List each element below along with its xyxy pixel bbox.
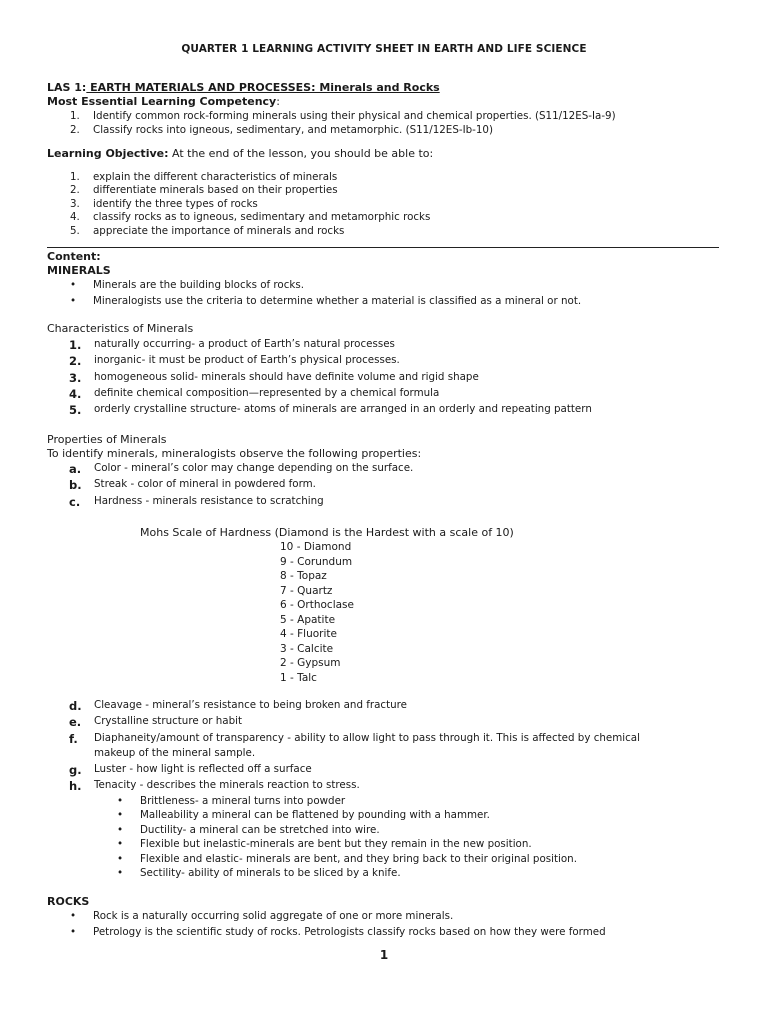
item-number: 5. — [69, 403, 82, 418]
item-number: 2. — [70, 184, 80, 197]
bullet-icon: • — [117, 866, 124, 879]
mohs-item: 1 - Talc — [280, 671, 317, 684]
item-letter: e. — [69, 715, 82, 730]
content-heading: Content: — [47, 250, 101, 263]
item-text: Petrology is the scientific study of rocks. Petrologists classify rocks based on how they were formed — [93, 926, 606, 938]
item-text: Brittleness- a mineral turns into powder — [140, 795, 346, 807]
item-number: 3. — [69, 370, 82, 385]
item-number: 5. — [70, 224, 80, 237]
section-divider — [47, 247, 719, 248]
item-text-continued: makeup of the mineral sample. — [94, 746, 256, 759]
competency-label: Most Essential Learning Competency — [47, 95, 277, 108]
bullet-icon: • — [70, 910, 77, 922]
item-text: Diaphaneity/amount of transparency - ability to allow light to pass through it. This is affected by chemical — [94, 731, 640, 744]
item-letter: f. — [69, 731, 78, 746]
item-text: identify the three types of rocks — [93, 197, 258, 210]
competency-colon: : — [276, 95, 280, 108]
objective-heading — [47, 147, 433, 160]
item-text: differentiate minerals based on their properties — [93, 184, 338, 197]
item-text: Minerals are the building blocks of rocks. — [93, 279, 304, 291]
item-text: Ductility- a mineral can be stretched into wire. — [140, 823, 380, 836]
las-topic: EARTH MATERIALS AND PROCESSES: Minerals and Rocks — [86, 81, 440, 94]
item-text: Hardness - minerals resistance to scratching — [94, 494, 324, 507]
objective-label: Learning Objective: — [47, 147, 169, 160]
mohs-item: 7 - Quartz — [280, 584, 333, 597]
characteristics-heading: Characteristics of Minerals — [47, 322, 194, 335]
bullet-icon: • — [117, 809, 124, 822]
item-text: Crystalline structure or habit — [94, 715, 243, 728]
item-letter: a. — [69, 462, 82, 476]
item-number: 1. — [70, 171, 80, 183]
las-heading — [47, 81, 440, 94]
bullet-icon: • — [117, 795, 124, 807]
item-text: Streak - color of mineral in powdered form. — [94, 478, 316, 491]
mohs-scale-title: Mohs Scale of Hardness (Diamond is the Hardest with a scale of 10) — [140, 526, 514, 539]
item-text: Mineralogists use the criteria to determine whether a material is classified as a mineral or not. — [93, 295, 582, 307]
bullet-icon: • — [117, 838, 124, 851]
minerals-heading: MINERALS — [47, 264, 111, 277]
mohs-item: 5 - Apatite — [280, 613, 336, 626]
mohs-item: 8 - Topaz — [280, 570, 327, 582]
item-letter: d. — [69, 699, 82, 713]
item-text: Classify rocks into igneous, sedimentary, and metamorphic. (S11/12ES-Ib-10) — [93, 124, 493, 136]
mohs-item: 9 - Corundum — [280, 555, 353, 568]
item-text: orderly crystalline structure- atoms of minerals are arranged in an orderly and repeating pattern — [94, 403, 592, 416]
item-number: 3. — [70, 197, 80, 210]
item-text: Rock is a naturally occurring solid aggregate of one or more minerals. — [93, 910, 454, 922]
item-text: definite chemical composition—represented by a chemical formula — [94, 386, 440, 399]
item-letter: b. — [69, 478, 82, 493]
properties-heading: Properties of Minerals — [47, 433, 167, 446]
mohs-item: 2 - Gypsum — [280, 657, 341, 669]
item-text: classify rocks as to igneous, sedimentary and metamorphic rocks — [93, 211, 431, 224]
item-letter: c. — [69, 494, 81, 509]
item-text: Flexible and elastic- minerals are bent, and they bring back to their original position. — [140, 852, 577, 865]
item-number: 1. — [69, 338, 82, 352]
item-text: Tenacity - describes the minerals reaction to stress. — [94, 778, 360, 791]
page-number: 1 — [379, 948, 389, 962]
item-text: explain the different characteristics of minerals — [93, 171, 338, 183]
objective-text: At the end of the lesson, you should be able to: — [168, 147, 434, 160]
item-text: Cleavage - mineral’s resistance to being broken and fracture — [94, 699, 408, 711]
item-text: homogeneous solid- minerals should have definite volume and rigid shape — [94, 370, 479, 383]
bullet-icon: • — [70, 295, 77, 307]
item-text: Luster - how light is reflected off a surface — [94, 762, 312, 775]
item-number: 2. — [69, 354, 82, 369]
mohs-scale-list — [280, 541, 354, 686]
mohs-item: 4 - Fluorite — [280, 628, 337, 640]
bullet-icon: • — [70, 926, 77, 938]
las-label: LAS 1: — [47, 81, 87, 94]
item-text: naturally occurring- a product of Earth’s natural processes — [94, 338, 395, 350]
competency-heading — [47, 95, 280, 108]
bullet-icon: • — [70, 279, 77, 291]
mohs-item: 10 - Diamond — [280, 541, 352, 553]
item-number: 2. — [70, 124, 80, 136]
item-text: inorganic- it must be product of Earth’s physical processes. — [94, 354, 400, 367]
item-text: Identify common rock-forming minerals using their physical and chemical properties. (S11/12ES-Ia-9) — [93, 110, 616, 122]
mohs-item: 3 - Calcite — [280, 642, 334, 655]
bullet-icon: • — [117, 823, 124, 836]
page-title: QUARTER 1 LEARNING ACTIVITY SHEET IN EARTH AND LIFE SCIENCE — [181, 43, 587, 55]
rocks-heading: ROCKS — [47, 895, 90, 908]
item-number: 1. — [70, 110, 80, 122]
item-text: Malleability a mineral can be flattened by pounding with a hammer. — [140, 809, 490, 822]
mohs-item: 6 - Orthoclase — [280, 599, 354, 611]
properties-intro: To identify minerals, mineralogists observe the following properties: — [47, 447, 422, 460]
item-letter: h. — [69, 778, 82, 793]
item-letter: g. — [69, 762, 82, 777]
item-number: 4. — [69, 386, 82, 401]
item-text: appreciate the importance of minerals and rocks — [93, 224, 345, 237]
item-text: Flexible but inelastic-minerals are bent but they remain in the new position. — [140, 838, 532, 851]
item-text: Color - mineral’s color may change depending on the surface. — [94, 462, 414, 474]
item-number: 4. — [70, 211, 80, 224]
item-text: Sectility- ability of minerals to be sliced by a knife. — [140, 866, 401, 879]
bullet-icon: • — [117, 852, 124, 865]
